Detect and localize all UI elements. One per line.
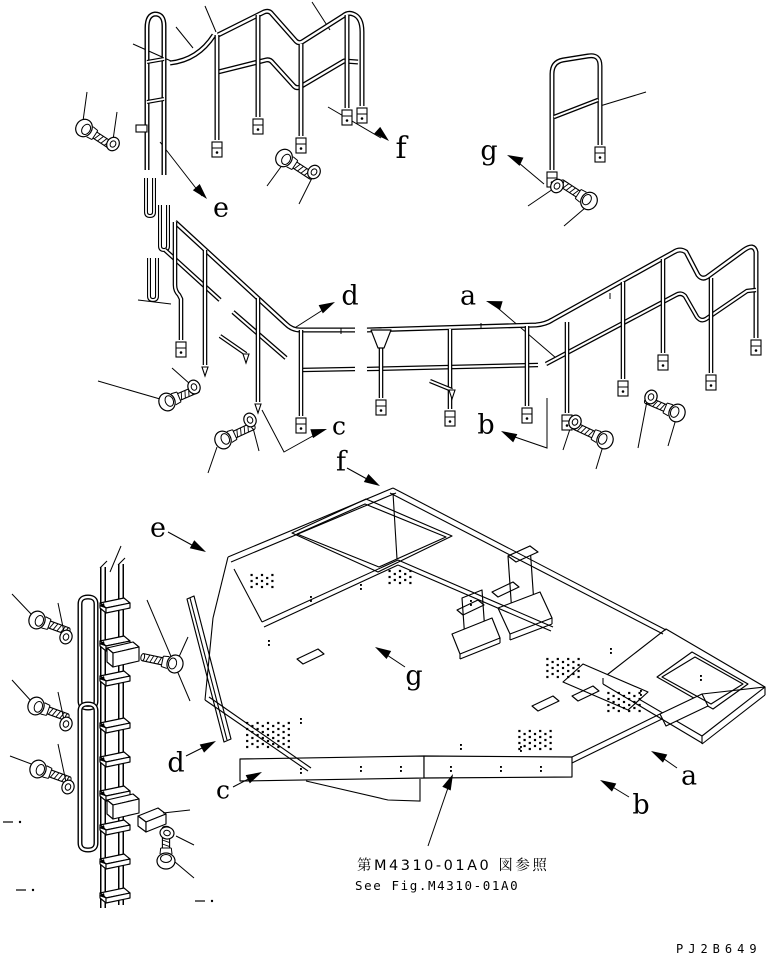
mounting-foot bbox=[376, 400, 386, 415]
mounting-foot bbox=[522, 408, 532, 423]
perforation-cluster bbox=[389, 570, 412, 584]
callout-rail-d: d bbox=[341, 280, 359, 312]
figure-reference-en: See Fig.M4310-01A0 bbox=[355, 878, 520, 893]
callout-deck-d: d bbox=[167, 747, 185, 779]
callout-rail-g: g bbox=[480, 135, 498, 167]
perforation-cluster bbox=[251, 574, 274, 588]
callout-rail-c: c bbox=[331, 411, 347, 441]
callout-deck-f: f bbox=[336, 446, 346, 478]
mounting-foot bbox=[176, 342, 186, 357]
plate-code: PJ2B649 bbox=[676, 942, 762, 956]
mounting-foot bbox=[342, 110, 352, 125]
callout-deck-e: e bbox=[150, 512, 166, 544]
callout-rail-b: b bbox=[477, 409, 495, 441]
mounting-foot bbox=[658, 355, 668, 370]
figure-reference-jp: 第M4310-01A0 図参照 bbox=[357, 858, 550, 874]
perforation-cluster bbox=[518, 730, 551, 750]
washer bbox=[159, 826, 175, 840]
mounting-foot bbox=[706, 375, 716, 390]
washer bbox=[186, 378, 203, 396]
washer bbox=[58, 628, 74, 645]
mounting-foot bbox=[253, 119, 263, 134]
handrail-assemblies bbox=[136, 11, 761, 433]
mounting-foot bbox=[618, 381, 628, 396]
mounting-foot bbox=[212, 142, 222, 157]
ladder-assemblies bbox=[80, 558, 139, 908]
hex-bolt bbox=[139, 648, 185, 675]
mounting-foot bbox=[445, 411, 455, 426]
callout-deck-b: b bbox=[632, 789, 650, 821]
mounting-foot bbox=[595, 147, 605, 162]
callout-rail-e: e bbox=[213, 192, 229, 224]
mounting-foot bbox=[296, 138, 306, 153]
perforation-cluster bbox=[246, 722, 290, 748]
mounting-foot bbox=[357, 108, 367, 123]
mounting-foot bbox=[751, 340, 761, 355]
callout-deck-g: g bbox=[405, 660, 423, 692]
callout-deck-c: c bbox=[215, 775, 231, 805]
callout-deck-a: a bbox=[680, 760, 698, 792]
callout-rail-f: f bbox=[395, 131, 407, 166]
washer bbox=[104, 135, 122, 153]
callout-rail-a: a bbox=[459, 280, 477, 312]
mounting-foot bbox=[296, 418, 306, 433]
